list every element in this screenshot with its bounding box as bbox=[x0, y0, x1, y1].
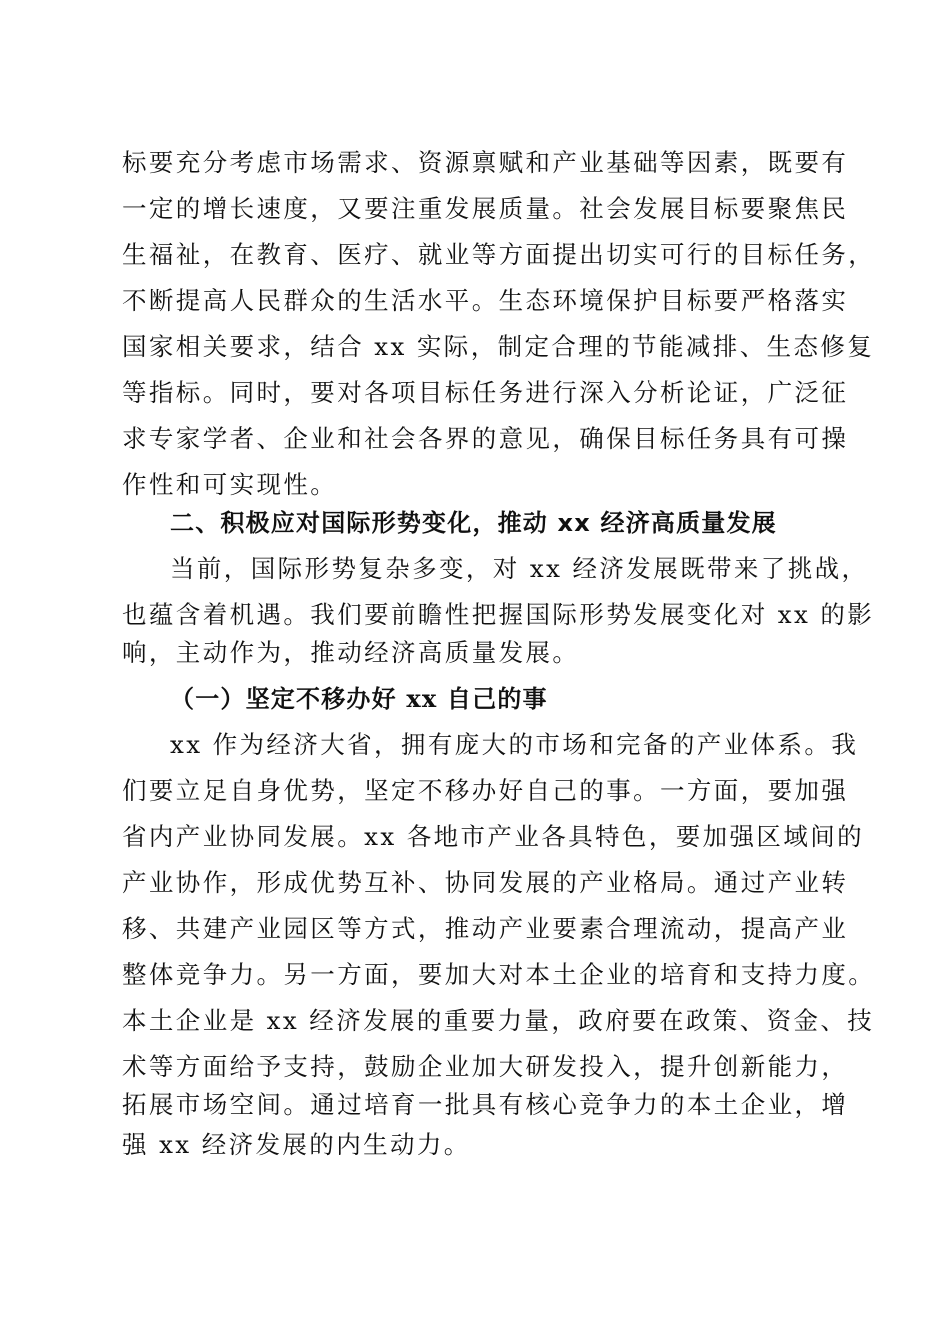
paragraph-line: 拓展市场空间。通过培育一批具有核心竞争力的本土企业，增 bbox=[122, 1090, 849, 1119]
paragraph-line: 术等方面给予支持，鼓励企业加大研发投入，提升创新能力， bbox=[122, 1052, 849, 1081]
paragraph-line: 整体竞争力。另一方面，要加大对本土企业的培育和支持力度。 bbox=[122, 960, 876, 989]
paragraph-line: 国家相关要求，结合 xx 实际，制定合理的节能减排、生态修复 bbox=[122, 332, 875, 361]
paragraph-line: 等指标。同时，要对各项目标任务进行深入分析论证，广泛征 bbox=[122, 378, 849, 407]
paragraph-line: 移、共建产业园区等方式，推动产业要素合理流动，提高产业 bbox=[122, 914, 849, 943]
paragraph-line: 作性和可实现性。 bbox=[122, 470, 338, 499]
paragraph-line: 标要充分考虑市场需求、资源禀赋和产业基础等因素，既要有 bbox=[122, 148, 849, 177]
paragraph-line: 当前，国际形势复杂多变，对 xx 经济发展既带来了挑战， bbox=[170, 554, 869, 583]
paragraph-line: 一定的增长速度，又要注重发展质量。社会发展目标要聚焦民 bbox=[122, 194, 849, 223]
section-heading: 二、积极应对国际形势变化，推动 xx 经济高质量发展 bbox=[170, 509, 777, 537]
paragraph-line: 本土企业是 xx 经济发展的重要力量，政府要在政策、资金、技 bbox=[122, 1006, 875, 1035]
paragraph-line: 不断提高人民群众的生活水平。生态环境保护目标要严格落实 bbox=[122, 286, 849, 315]
paragraph-line: 强 xx 经济发展的内生动力。 bbox=[122, 1130, 471, 1159]
paragraph-line: 也蕴含着机遇。我们要前瞻性把握国际形势发展变化对 xx 的影 bbox=[122, 600, 875, 629]
paragraph-line: 省内产业协同发展。xx 各地市产业各具特色，要加强区域间的 bbox=[122, 822, 865, 851]
paragraph-line: 生福祉，在教育、医疗、就业等方面提出切实可行的目标任务， bbox=[122, 240, 876, 269]
subsection-heading: （一）坚定不移办好 xx 自己的事 bbox=[170, 684, 548, 713]
paragraph-line: 响，主动作为，推动经济高质量发展。 bbox=[122, 638, 580, 667]
paragraph-line: 产业协作，形成优势互补、协同发展的产业格局。通过产业转 bbox=[122, 868, 849, 897]
paragraph-line: 求专家学者、企业和社会各界的意见，确保目标任务具有可操 bbox=[122, 424, 849, 453]
paragraph-line: 们要立足自身优势，坚定不移办好自己的事。一方面，要加强 bbox=[122, 776, 849, 805]
paragraph-line: xx 作为经济大省，拥有庞大的市场和完备的产业体系。我 bbox=[170, 730, 859, 759]
